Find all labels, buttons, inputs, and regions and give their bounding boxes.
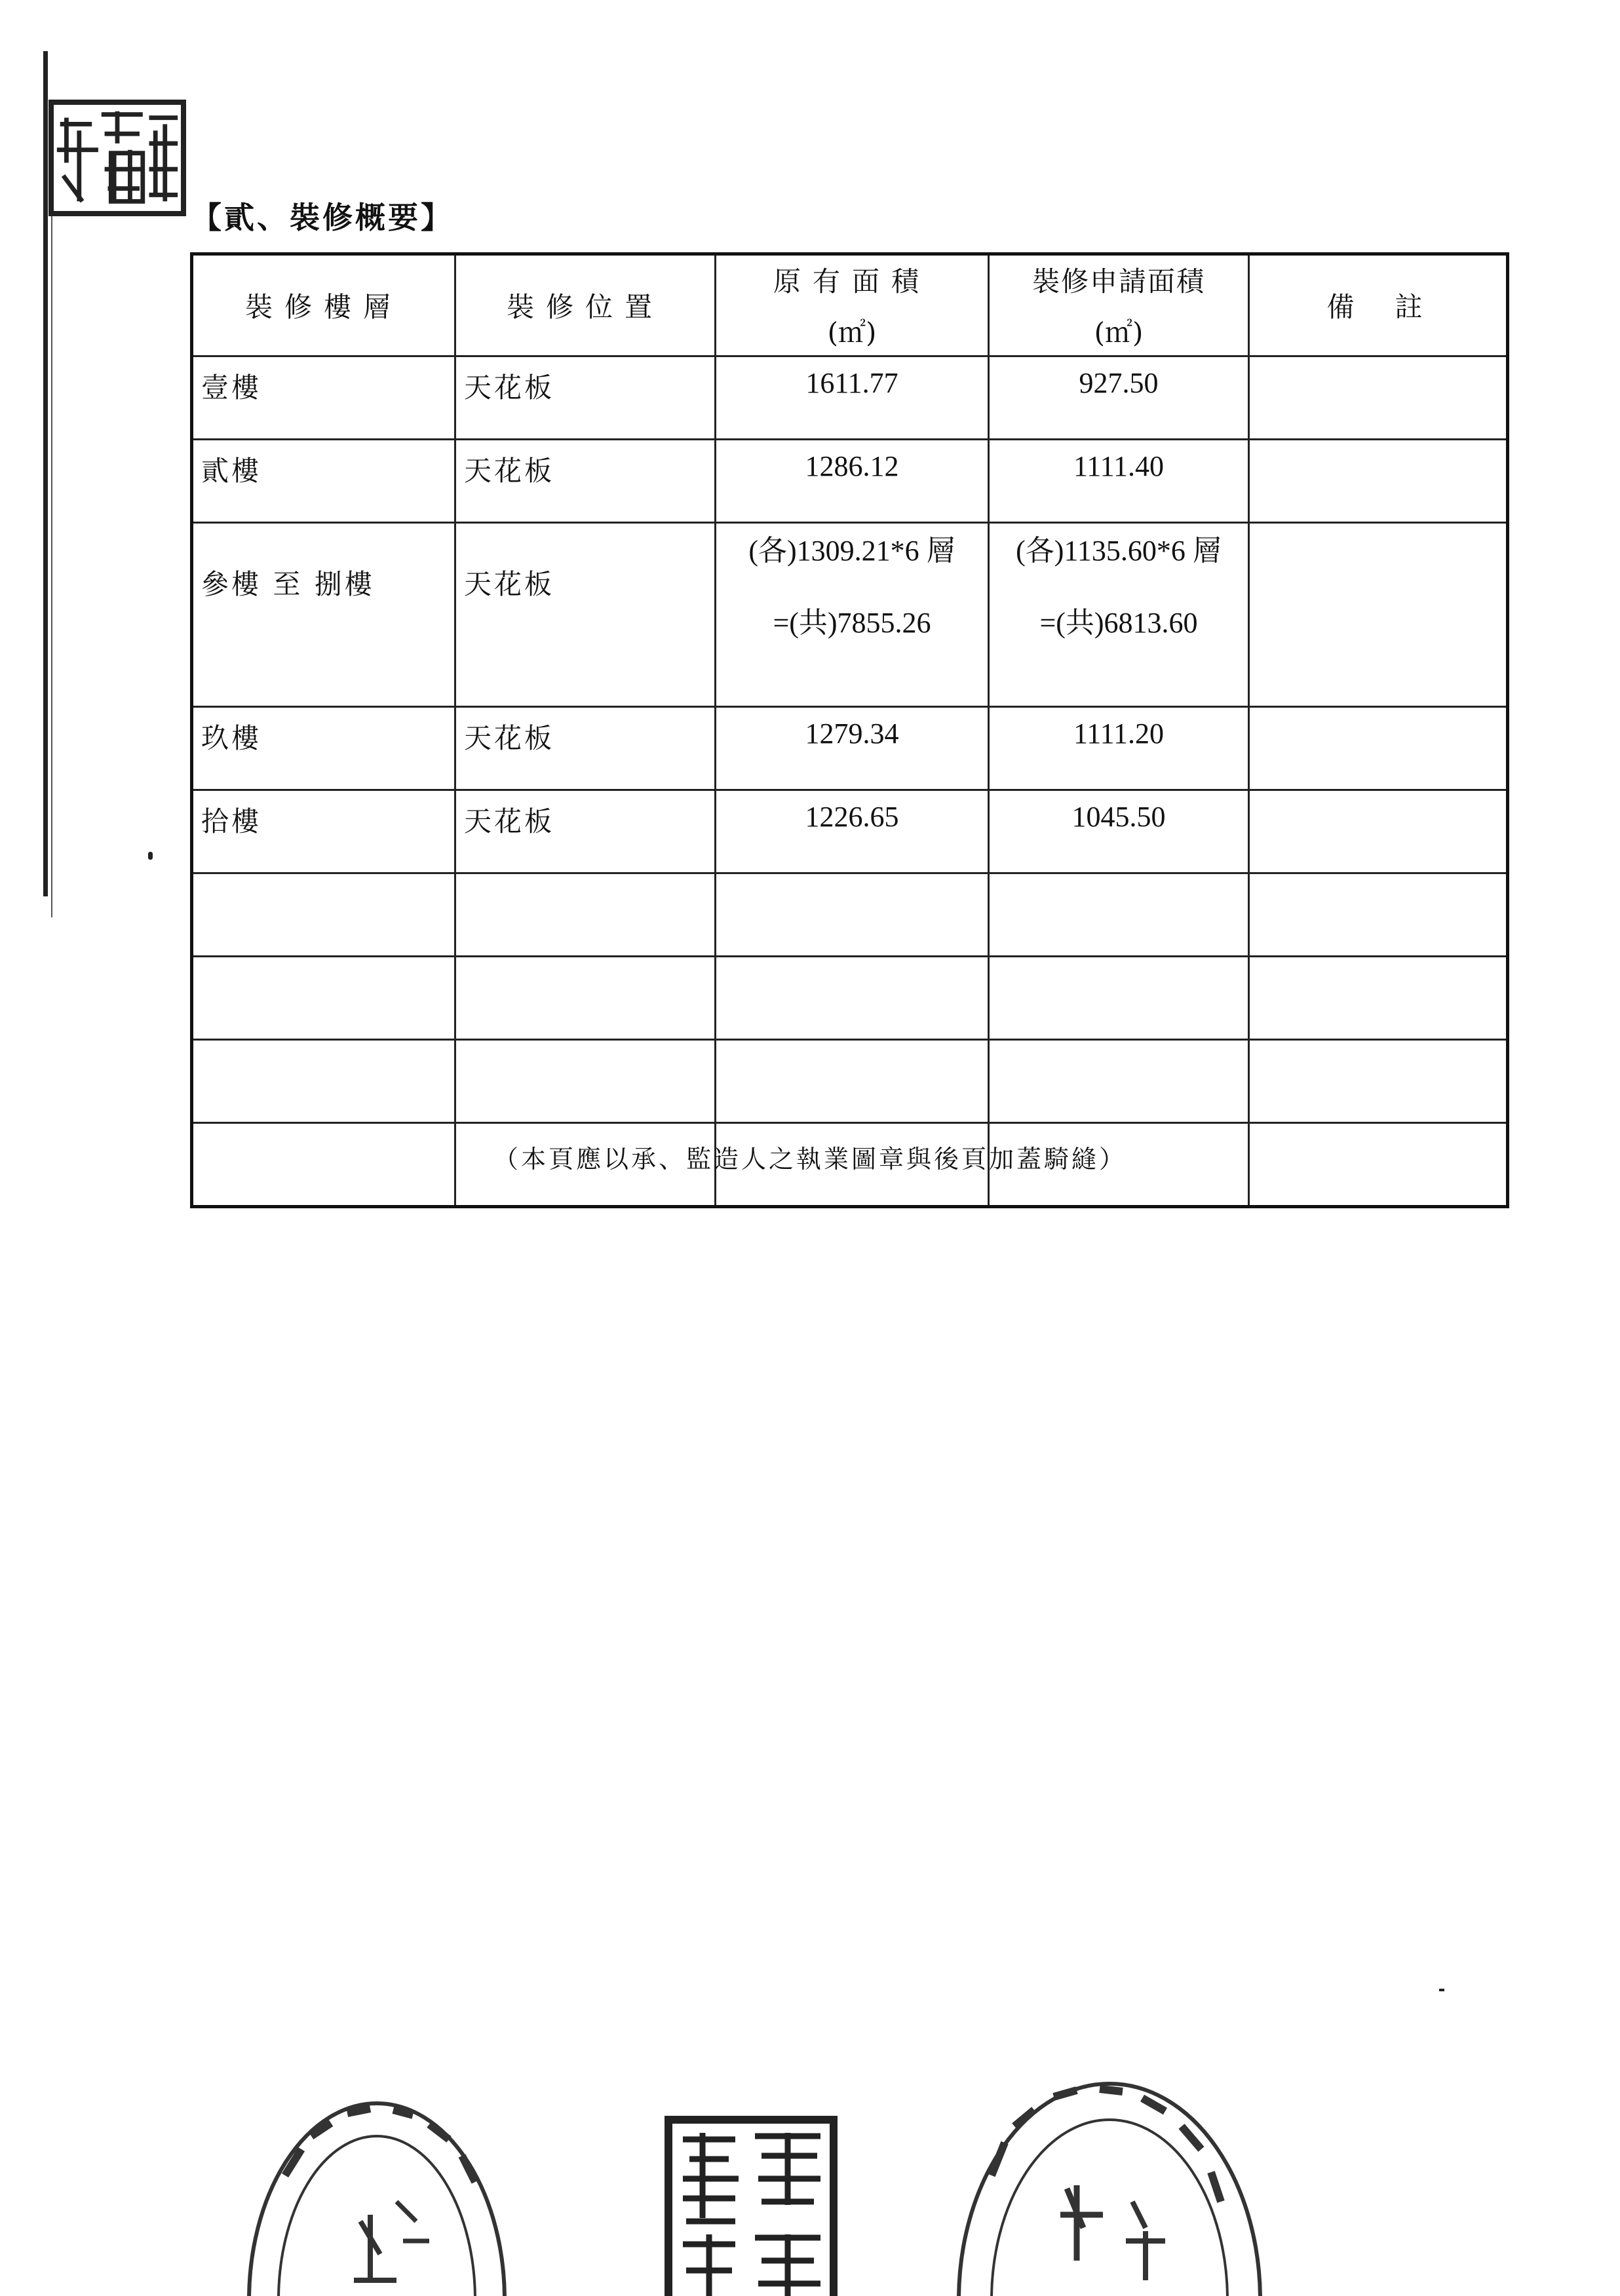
cell-original-area: 1286.12 [716, 440, 989, 523]
table-header-row [192, 254, 1508, 356]
cell-position: 天花板 [455, 707, 716, 790]
cell-original-area-each: (各)1309.21*6 層 [748, 535, 955, 567]
table-row [192, 523, 1508, 707]
header-original-area-unit: (㎡) [827, 316, 877, 349]
cell-floor: 拾樓 [192, 790, 455, 873]
scan-speck [1439, 1989, 1444, 1991]
cell-original-area-total: =(共)7855.26 [773, 607, 931, 639]
table-row-empty [192, 873, 1508, 957]
cell-position: 天花板 [455, 440, 716, 523]
cell-floor: 壹樓 [192, 356, 455, 440]
oval-seal-stamp-icon [942, 2064, 1270, 2296]
cell-applied-area [989, 523, 1249, 707]
footnote: （本頁應以承、監造人之執業圖章與後頁加蓋騎縫） [493, 1145, 1127, 1174]
oval-seal-stamp-icon [239, 2084, 514, 2296]
cell-remarks [1249, 790, 1508, 873]
table-row-empty [192, 1040, 1508, 1123]
table-row [192, 790, 1508, 873]
table-row-empty [192, 957, 1508, 1040]
cell-applied-area-each: (各)1135.60*6 層 [1016, 535, 1222, 567]
cell-remarks [1249, 523, 1508, 707]
cell-original-area: 1279.34 [716, 707, 989, 790]
cell-original-area [716, 523, 989, 707]
cell-original-area: 1611.77 [716, 356, 989, 440]
cell-remarks [1249, 707, 1508, 790]
cell-floor: 貳樓 [192, 440, 455, 523]
cell-remarks [1249, 440, 1508, 523]
cell-floor: 玖樓 [192, 707, 455, 790]
cell-floor: 參樓 至 捌樓 [192, 523, 455, 707]
cell-position: 天花板 [455, 523, 716, 707]
header-applied-area [989, 254, 1249, 356]
header-applied-area-unit: (㎡) [1094, 316, 1144, 349]
square-seal-stamp-icon [48, 100, 186, 216]
table-row [192, 440, 1508, 523]
renovation-summary-table [190, 252, 1509, 1208]
table-row [192, 707, 1508, 790]
header-original-area [716, 254, 989, 356]
cell-applied-area: 1045.50 [989, 790, 1249, 873]
header-floor: 裝修樓層 [192, 254, 455, 356]
cell-remarks [1249, 356, 1508, 440]
binding-line [43, 51, 48, 896]
section-title: 【貳、裝修概要】 [191, 200, 453, 235]
header-applied-area-label: 裝修申請面積 [1032, 265, 1205, 297]
scan-speck [148, 852, 153, 860]
table-row [192, 356, 1508, 440]
cell-original-area: 1226.65 [716, 790, 989, 873]
header-original-area-label: 原有面積 [773, 265, 931, 297]
cell-position: 天花板 [455, 790, 716, 873]
header-position: 裝修位置 [455, 254, 716, 356]
cell-applied-area: 1111.20 [989, 707, 1249, 790]
cell-applied-area-total: =(共)6813.60 [1039, 607, 1198, 639]
square-seal-stamp-icon [663, 2113, 839, 2296]
cell-applied-area: 927.50 [989, 356, 1249, 440]
cell-applied-area: 1111.40 [989, 440, 1249, 523]
header-remarks: 備 註 [1249, 254, 1508, 356]
binding-line-inner [51, 105, 52, 917]
cell-position: 天花板 [455, 356, 716, 440]
